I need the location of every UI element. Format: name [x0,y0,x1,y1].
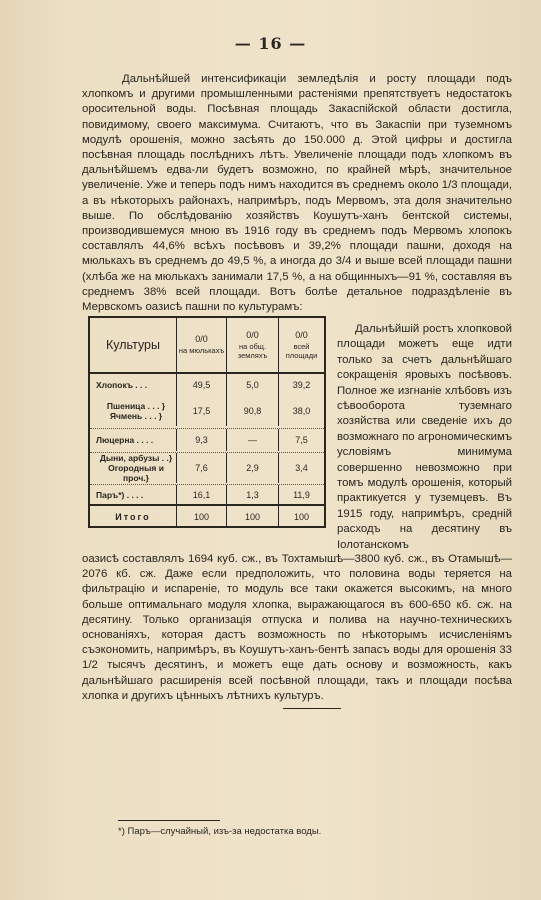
row-v1: 49,5 [176,374,226,396]
section-divider [283,708,341,709]
row-culture: Люцерна . . . . [96,435,154,445]
table-row [90,396,324,426]
table-row [90,374,324,396]
paragraph-top: Дальнѣйшей интенсификаціи земледѣлія и росту площади подъ хлопкомъ и другими промышленными растеніями препятствуетъ недостатокъ оросительной воды. Посѣвная площадь Закаспійской области достигла, повидимому, своего максимума. Считаютъ, что въ Закаспіи при туземномъ модулѣ орошенія, можно засѣять до 150.000 д. Этой цифры и достигла посѣвная площадь послѣднихъ лѣтъ. Увеличеніе площади подъ хлопкомъ въ дальнѣйшемъ едва-ли будетъ возможно, по крайней мѣрѣ, значительное увеличеніе. Уже и теперь подъ нимъ находится въ среднемъ около 1/3 площади, а въ нѣкоторыхъ районахъ, напримѣръ, подъ Мервомъ, эта доля значительно выше. По обслѣдованію хозяйствъ Коушутъ-ханъ бентской системы, производившемуся мною въ 1916 году въ среднемъ подъ Мервомъ хлопокъ составлялъ 44,6% всѣхъ посѣвовъ и 39,2% площади пашни, доходя на мюлькахъ въ среднемъ до 49,5 %, а иногда до 3/4 и выше всей площади пашни (хлѣба же на мюлькахъ занимали 17,5 %, а на общинныхъ—91 %, составляя въ среднемъ 38% всей площади. Вотъ болѣе детальное подраздѣленіе въ Мервскомъ оазисѣ пашни по культурамъ: [82,73,512,314]
header-col2 [226,318,278,372]
header-col1-label: на мюлькахъ [178,346,225,355]
header-col1 [176,318,226,372]
footnote-divider [118,820,220,821]
total-v1: 100 [176,506,226,528]
row-v2: 90,8 [226,396,278,426]
row-v3: 3,4 [278,453,324,483]
header-col3 [278,318,324,372]
header-col2-label: на общ. земляхъ [237,341,268,360]
row-v2: 5,0 [226,374,278,396]
row-culture: Паръ*) . . . . [96,490,144,500]
header-col3-label: всей площади [285,341,318,360]
row-v3: 11,9 [278,485,324,505]
row-v3: 7,5 [278,429,324,451]
row-v3: 39,2 [278,374,324,396]
row-v2: — [226,429,278,451]
row-v2: 2,9 [226,453,278,483]
paragraph-bottom: оазисѣ составлялъ 1694 куб. сж., въ Тохтамышѣ—3800 куб. сж., въ Отамышѣ—2076 кб. сж. Даже если предположить, что половина воды теряется на фильтрацію и испареніе, то модуль все таки окажется высокимъ, на много больше оптимальнаго модуля хлопка, выражающагося въ 600-650 кб. сж. на десятину. Только организація отпуска и полива на научно-техническихъ основаніяхъ, которая дастъ возможность по нѣкоторымъ исчисленіямъ съэкономить, напримѣръ, въ Коушутъ-ханъ-бентѣ запасъ воды для орошенія 33 1/2 тысячъ десятинъ, и можетъ еще дать основу и возможность, какъ дальнѣйшаго расширенія всей посѣвной площади, такъ и площади посѣва хлопка и другихъ цѣнныхъ лѣтнихъ культуръ. [82,553,512,702]
table-row [90,484,324,505]
header-col2-pct: 0/0 [246,329,259,340]
header-col1-pct: 0/0 [195,334,208,344]
table-total-row [90,504,324,528]
row-v1: 16,1 [176,485,226,505]
row-v1: 7,6 [176,453,226,483]
table-header-row [90,318,324,374]
row-v1: 9,3 [176,429,226,451]
total-label: Итого [115,512,151,522]
row-culture: Пшеница . . . } Ячмень . . . } [106,401,166,421]
table-row [90,452,324,483]
footnote: *) Паръ—случайный, изъ-за недостатка воды. [118,826,322,837]
total-v3: 100 [278,506,324,528]
paragraph-side: Дальнѣйшій ростъ хлопковой площади можетъ еще идти только за счетъ дальнѣйшаго сокращенія яровыхъ посѣвовъ. Полное же изгнаніе хлѣбовъ изъ сѣвооборота туземнаго хозяйства или сведеніе ихъ до возможнаго по агрономическимъ условіямъ минимума совершенно невозможно при томъ модулѣ орошенія, который практикуется у туземцевъ. Въ 1915 году, напримѣръ, средній расходъ на десятину въ Іолотанскомъ [337,323,512,551]
table-row [90,428,324,451]
row-v3: 38,0 [278,396,324,426]
culture-table [88,316,326,528]
row-culture: Хлопокъ . . . [96,380,148,390]
total-v2: 100 [226,506,278,528]
header-col3-pct: 0/0 [295,329,308,340]
row-v2: 1,3 [226,485,278,505]
row-v1: 17,5 [176,396,226,426]
header-culture: Культуры [106,338,160,352]
page-number: — 16 — [234,34,307,53]
row-culture: Дыни, арбузы . .} Огородныя и проч.} [99,453,173,483]
